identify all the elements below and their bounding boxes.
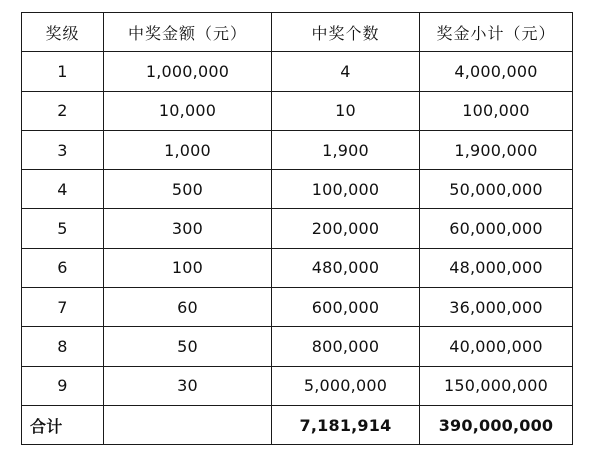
table-row [22, 170, 573, 209]
cell-amount: 30 [104, 366, 272, 405]
table-row [22, 52, 573, 91]
cell-count: 10 [272, 91, 420, 130]
cell-level: 8 [22, 327, 104, 366]
table-row [22, 327, 573, 366]
cell-level: 1 [22, 52, 104, 91]
cell-amount: 1,000 [104, 130, 272, 169]
cell-count: 200,000 [272, 209, 420, 248]
table-row [22, 130, 573, 169]
prize-table-container [21, 12, 573, 445]
cell-level: 7 [22, 288, 104, 327]
cell-subtotal: 48,000,000 [420, 248, 573, 287]
cell-subtotal: 100,000 [420, 91, 573, 130]
table-total-row [22, 405, 573, 444]
cell-subtotal: 36,000,000 [420, 288, 573, 327]
total-label: 合计 [22, 405, 104, 444]
table-row [22, 91, 573, 130]
cell-amount: 500 [104, 170, 272, 209]
cell-count: 100,000 [272, 170, 420, 209]
table-row [22, 366, 573, 405]
cell-count: 800,000 [272, 327, 420, 366]
cell-subtotal: 40,000,000 [420, 327, 573, 366]
cell-count: 1,900 [272, 130, 420, 169]
total-subtotal: 390,000,000 [420, 405, 573, 444]
header-prize-level: 奖级 [22, 13, 104, 52]
cell-level: 4 [22, 170, 104, 209]
total-count: 7,181,914 [272, 405, 420, 444]
cell-count: 5,000,000 [272, 366, 420, 405]
table-row [22, 288, 573, 327]
cell-amount: 300 [104, 209, 272, 248]
cell-amount: 1,000,000 [104, 52, 272, 91]
header-prize-subtotal: 奖金小计（元） [420, 13, 573, 52]
cell-level: 3 [22, 130, 104, 169]
cell-level: 5 [22, 209, 104, 248]
prize-table [21, 12, 573, 445]
cell-subtotal: 50,000,000 [420, 170, 573, 209]
cell-count: 4 [272, 52, 420, 91]
cell-count: 600,000 [272, 288, 420, 327]
cell-level: 9 [22, 366, 104, 405]
cell-level: 2 [22, 91, 104, 130]
cell-count: 480,000 [272, 248, 420, 287]
cell-level: 6 [22, 248, 104, 287]
cell-subtotal: 4,000,000 [420, 52, 573, 91]
table-row [22, 248, 573, 287]
cell-amount: 50 [104, 327, 272, 366]
table-row [22, 209, 573, 248]
cell-amount: 60 [104, 288, 272, 327]
cell-subtotal: 150,000,000 [420, 366, 573, 405]
cell-amount: 10,000 [104, 91, 272, 130]
header-prize-amount: 中奖金额（元） [104, 13, 272, 52]
total-amount-empty [104, 405, 272, 444]
cell-subtotal: 60,000,000 [420, 209, 573, 248]
cell-amount: 100 [104, 248, 272, 287]
table-header-row [22, 13, 573, 52]
cell-subtotal: 1,900,000 [420, 130, 573, 169]
header-winner-count: 中奖个数 [272, 13, 420, 52]
